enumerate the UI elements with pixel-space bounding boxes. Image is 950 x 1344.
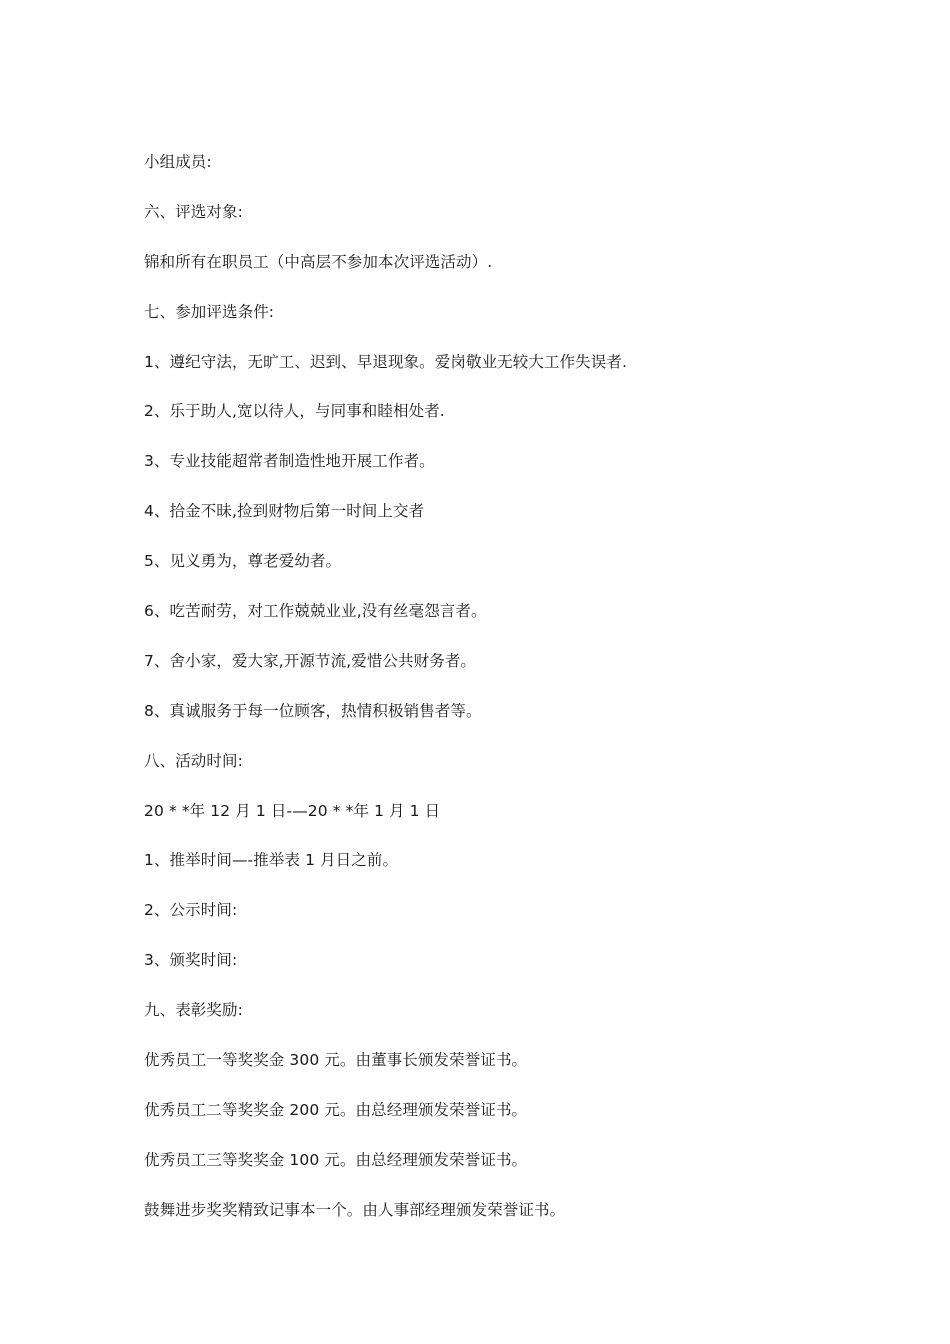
schedule-item-3: 3、颁奖时间:	[144, 951, 238, 970]
activity-date-range: 20 * *年 12 月 1 日-—20 * *年 1 月 1 日	[144, 801, 441, 820]
section-6-heading: 六、评选对象:	[144, 202, 243, 221]
award-third-prize: 优秀员工三等奖奖金 100 元。由总经理颁发荣誉证书。	[144, 1150, 528, 1169]
document-body	[144, 151, 864, 1249]
criteria-item-6: 6、吃苦耐劳，对工作兢兢业业,没有丝毫怨言者。	[144, 602, 487, 621]
award-second-prize: 优秀员工二等奖奖金 200 元。由总经理颁发荣誉证书。	[144, 1100, 528, 1119]
criteria-item-1: 1、遵纪守法，无旷工、迟到、早退现象。爱岗敬业无较大工作失误者.	[144, 352, 627, 371]
section-8-heading: 八、活动时间:	[144, 751, 243, 770]
eligible-staff-text: 锦和所有在职员工（中高层不参加本次评选活动）.	[144, 252, 493, 271]
criteria-item-3: 3、专业技能超常者制造性地开展工作者。	[144, 452, 435, 471]
schedule-item-2: 2、公示时间:	[144, 901, 238, 920]
criteria-item-2: 2、乐于助人,宽以待人，与同事和睦相处者.	[144, 402, 445, 421]
award-first-prize: 优秀员工一等奖奖金 300 元。由董事长颁发荣誉证书。	[144, 1051, 528, 1070]
criteria-item-5: 5、见义勇为，尊老爱幼者。	[144, 552, 342, 571]
award-progress-prize: 鼓舞进步奖奖精致记事本一个。由人事部经理颁发荣誉证书。	[144, 1200, 566, 1219]
schedule-item-1: 1、推举时间—-推举表 1 月日之前。	[144, 851, 399, 870]
criteria-item-4: 4、拾金不昧,捡到财物后第一时间上交者	[144, 502, 425, 521]
criteria-item-8: 8、真诚服务于每一位顾客，热情积极销售者等。	[144, 701, 482, 720]
criteria-item-7: 7、舍小家，爱大家,开源节流,爱惜公共财务者。	[144, 651, 477, 670]
section-9-heading: 九、表彰奖励:	[144, 1001, 243, 1020]
section-7-heading: 七、参加评选条件:	[144, 302, 275, 321]
group-members-heading: 小组成员:	[144, 153, 212, 171]
